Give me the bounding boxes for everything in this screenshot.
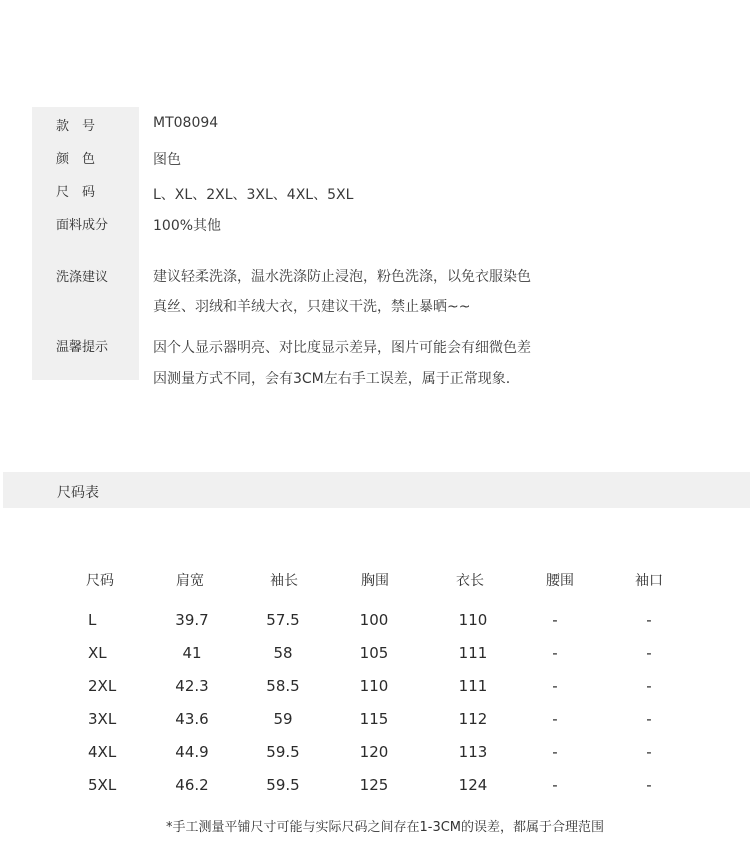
cell-waist: -: [552, 776, 558, 794]
header-size: 尺码: [86, 573, 114, 589]
cell-length: 113: [458, 743, 488, 761]
cell-length: 111: [458, 677, 488, 695]
tips-line-1: 因个人显示器明亮、对比度显示差异，图片可能会有细微色差: [153, 340, 531, 356]
cell-size: 4XL: [88, 743, 117, 761]
cell-size: 3XL: [88, 710, 117, 728]
cell-shoulder: 44.9: [175, 743, 209, 761]
cell-sleeve-length: 58: [273, 644, 293, 662]
cell-chest: 125: [359, 776, 389, 794]
cell-cuff: -: [646, 677, 652, 695]
cell-chest: 105: [359, 644, 389, 662]
cell-cuff: -: [646, 644, 652, 662]
tips-label: 温馨提示: [56, 340, 109, 355]
color-value: 图色: [153, 152, 181, 168]
cell-shoulder: 39.7: [175, 611, 209, 629]
cell-cuff: -: [646, 611, 652, 629]
color-label: 颜 色: [56, 152, 96, 167]
cell-waist: -: [552, 677, 558, 695]
cell-length: 112: [458, 710, 488, 728]
cell-cuff: -: [646, 710, 652, 728]
size-chart-footnote: *手工测量平铺尺寸可能与实际尺码之间存在1-3CM的误差，都属于合理范围: [165, 820, 605, 835]
care-label: 洗涤建议: [56, 270, 109, 285]
cell-chest: 120: [359, 743, 389, 761]
style-number-value: MT08094: [153, 115, 219, 131]
cell-length: 124: [458, 776, 488, 794]
header-length: 衣长: [456, 573, 484, 589]
cell-cuff: -: [646, 743, 652, 761]
cell-shoulder: 43.6: [175, 710, 209, 728]
cell-waist: -: [552, 611, 558, 629]
cell-length: 111: [458, 644, 488, 662]
size-chart-title: 尺码表: [57, 485, 99, 501]
cell-shoulder: 42.3: [175, 677, 209, 695]
cell-waist: -: [552, 743, 558, 761]
cell-shoulder: 41: [182, 644, 202, 662]
care-line-2: 真丝、羽绒和羊绒大衣，只建议干洗，禁止暴晒~~: [153, 299, 471, 315]
cell-sleeve-length: 59.5: [266, 776, 300, 794]
cell-chest: 110: [359, 677, 389, 695]
header-waist: 腰围: [546, 573, 574, 589]
header-cuff: 袖口: [635, 573, 663, 589]
tips-line-2: 因测量方式不同，会有3CM左右手工误差，属于正常现象.: [153, 371, 511, 387]
cell-chest: 100: [359, 611, 389, 629]
cell-sleeve-length: 58.5: [266, 677, 300, 695]
cell-chest: 115: [359, 710, 389, 728]
cell-sleeve-length: 57.5: [266, 611, 300, 629]
cell-sleeve-length: 59.5: [266, 743, 300, 761]
fabric-value: 100%其他: [153, 218, 222, 234]
care-line-1: 建议轻柔洗涤，温水洗涤防止浸泡，粉色洗涤，以免衣服染色: [153, 269, 531, 285]
cell-length: 110: [458, 611, 488, 629]
cell-sleeve-length: 59: [273, 710, 293, 728]
style-number-label: 款 号: [56, 119, 96, 134]
size-value: L、XL、2XL、3XL、4XL、5XL: [153, 187, 354, 203]
header-sleeve-length: 袖长: [270, 573, 298, 589]
cell-size: XL: [88, 644, 107, 662]
cell-shoulder: 46.2: [175, 776, 209, 794]
cell-waist: -: [552, 644, 558, 662]
cell-size: L: [88, 611, 97, 629]
fabric-label: 面料成分: [56, 218, 109, 233]
header-chest: 胸围: [361, 573, 389, 589]
header-shoulder: 肩宽: [176, 573, 204, 589]
cell-size: 2XL: [88, 677, 117, 695]
size-label: 尺 码: [56, 185, 96, 200]
cell-waist: -: [552, 710, 558, 728]
cell-size: 5XL: [88, 776, 117, 794]
cell-cuff: -: [646, 776, 652, 794]
